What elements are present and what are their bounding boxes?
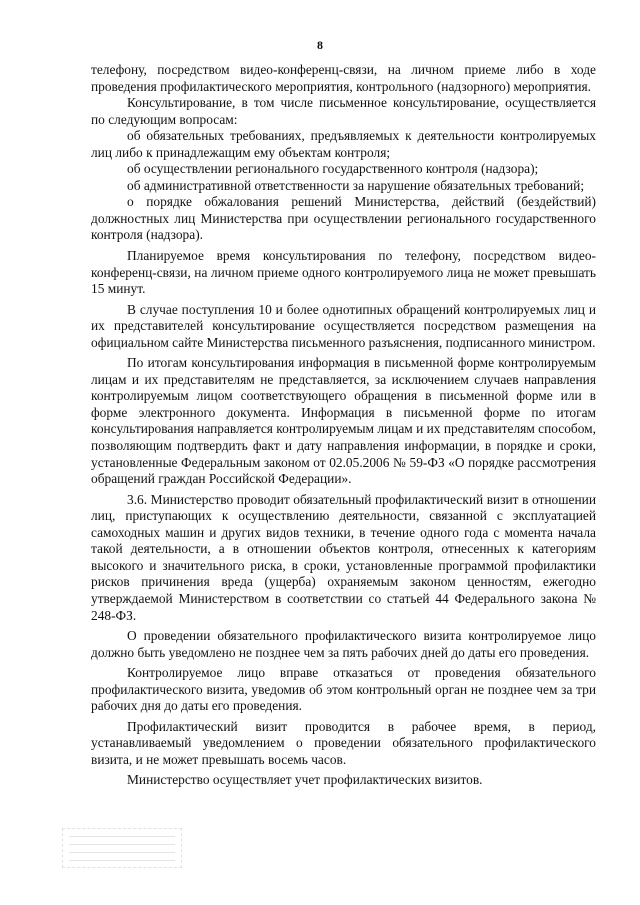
list-item-appeal: о порядке обжалования решений Министерства, действий (бездействий) должностных лиц Министерства при осуществлении регионального государственного контроля (надзора). [91,194,596,243]
paragraph-visit-notice: О проведении обязательного профилактического визита контролируемое лицо должно быть уведомлено не позднее чем за пять рабочих дней до даты его проведения. [91,628,596,660]
paragraph-consulting-time: Планируемое время консультирования по телефону, посредством видео-конференц-связи, на личном приеме одного контролируемого лица не может превышать 15 минут. [91,248,596,297]
faint-stamp-mark [62,828,182,868]
paragraph-continuation: телефону, посредством видео-конференц-связи, на личном приеме либо в ходе проведения профилактического мероприятия, контрольного (надзорного) мероприятия. [91,62,596,94]
page-number: 8 [317,38,323,52]
paragraph-visit-refusal: Контролируемое лицо вправе отказаться от проведения обязательного профилактического визита, уведомив об этом контрольный орган не позднее чем за три рабочих дня до даты его проведения. [91,665,596,714]
paragraph-section-3-6: 3.6. Министерство проводит обязательный профилактический визит в отношении лиц, приступающих к осуществлению деятельности, связанной с эксплуатацией самоходных машин и других видов техники, в течение одного года с момента начала такой деятельности, а в отношении объектов контроля, отнесенных к категориям высокого и значительного риска, в сроки, установленные программой профилактики рисков причинения вреда (ущерба) охраняемым законом ценностям, ежегодно утверждаемой Министерством в соответствии со статьей 44 Федерального закона № 248-ФЗ. [91,491,596,623]
document-body [91,62,596,789]
list-item-liability: об административной ответственности за нарушение обязательных требований; [127,177,585,193]
paragraph-visit-accounting: Министерство осуществляет учет профилактических визитов. [127,772,483,788]
paragraph-multiple-requests: В случае поступления 10 и более однотипных обращений контролируемых лиц и их представителей консультирование осуществляется посредством размещения на официальном сайте Министерства письменного разъяснения, подписанного министром. [91,301,596,350]
paragraph-visit-duration: Профилактический визит проводится в рабочее время, в период, устанавливаемый уведомлением о проведении обязательного профилактического визита, и не может превышать восемь часов. [91,718,596,767]
list-item-regional-control: об осуществлении регионального государственного контроля (надзора); [127,161,539,177]
paragraph-written-info: По итогам консультирования информация в письменной форме контролируемым лицам и их представителям не представляется, за исключением случаев направления контролируемым лицом соответствующего обращения в письменной форме или в форме электронного документа. Информация в письменной форме по итогам консультирования направляется контролируемым лицам и их представителям способом, позволяющим подтвердить факт и дату направления информации, в порядке и сроки, установленные Федеральным законом от 02.05.2006 № 59-ФЗ «О порядке рассмотрения обращений граждан Российской Федерации». [91,355,596,487]
list-item-requirements: об обязательных требованиях, предъявляемых к деятельности контролируемых лиц либо к принадлежащим ему объектам контроля; [91,128,596,160]
paragraph-consulting-intro: Консультирование, в том числе письменное консультирование, осуществляется по следующим вопросам: [91,95,596,127]
